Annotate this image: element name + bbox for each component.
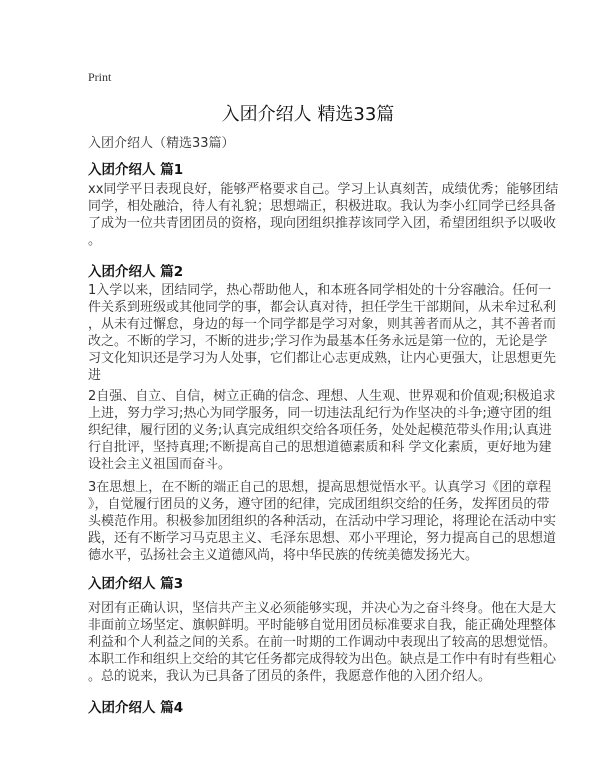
section-heading: 入团介绍人 篇1	[88, 162, 184, 178]
paragraph-line: 非面前立场坚定、旗帜鲜明。平时能够自觉用团员标准要求自我，能正确处理整体	[88, 618, 557, 633]
paragraph-line: 德水平，弘扬社会主义道德风尚，将中华民族的传统美德发扬光大。	[88, 548, 479, 563]
paragraph-line: 践，还有不断学习马克思主义、毛泽东思想、邓小平理论，努力提高自己的思想道	[88, 531, 557, 546]
paragraph-line: 1入学以来，团结同学，热心帮助他人，和本班各同学相处的十分容融洽。任何一	[88, 283, 552, 298]
paragraph-line: 上进，努力学习;热心为同学服务，同一切违法乱纪行为作坚决的斗争;遵守团的组	[88, 406, 552, 421]
section-heading: 入团介绍人 篇2	[88, 264, 184, 280]
section-heading: 入团介绍人 篇3	[88, 576, 184, 592]
paragraph-line: 利益和个人利益之间的关系。在前一时期的工作调动中表现出了较高的思想觉悟。	[88, 635, 557, 650]
paragraph-line: 2自强、自立、自信，树立正确的信念、理想、人生观、世界观和价值观;积极追求	[88, 389, 556, 404]
paragraph-line: 头模范作用。积极参加团组织的各种活动，在活动中学习理论，将理论在活动中实	[88, 514, 557, 529]
paragraph-line: 。	[88, 233, 102, 248]
paragraph-line: 对团有正确认识，坚信共产主义必须能够实现，并决心为之奋斗终身。他在大是大	[88, 601, 557, 616]
paragraph-line: 件关系到班级或其他同学的事，都会认真对待，担任学生干部期间，从未牟过私利	[88, 300, 557, 315]
paragraph-line: 行自批评，坚持真理;不断提高自己的思想道德素质和科 学文化素质，更好地为建	[88, 440, 552, 455]
paragraph	[88, 282, 556, 384]
section-heading: 入团介绍人 篇4	[88, 700, 184, 716]
print-label: Print	[88, 70, 112, 84]
paragraph-line: 本职工作和组织上交给的其它任务都完成得较为出色。缺点是工作中有时有些粗心	[88, 652, 557, 667]
paragraph-line: 设社会主义祖国而奋斗。	[88, 457, 232, 472]
paragraph-line: 同学，相处融洽，待人有礼貌；思想端正，积极进取。我认为李小红同学已经具备	[88, 199, 557, 214]
paragraph	[88, 388, 556, 473]
paragraph	[88, 600, 556, 685]
paragraph-line: ，从未有过懈怠，身边的每一个同学都是学习对象，则其善者而从之，其不善者而	[88, 317, 557, 332]
paragraph-line: 进	[88, 368, 102, 383]
paragraph-line: 3在思想上，在不断的端正自己的思想，提高思想觉悟水平。认真学习《团的章程	[88, 480, 552, 495]
paragraph-line: 改之。不断的学习，不断的进步;学习作为最基本任务永远是第一位的，无论是学	[88, 334, 548, 349]
paragraph-line: 了成为一位共青团团员的资格，现向团组织推荐该同学入团，希望团组织予以吸收	[88, 216, 557, 231]
paragraph-line: 》，自觉履行团员的义务，遵守团的纪律，完成团组织交给的任务，发挥团员的带	[88, 497, 550, 512]
page-title: 入团介绍人 精选33篇	[221, 104, 395, 125]
paragraph	[88, 479, 556, 564]
paragraph-line: 习文化知识还是学习为人处事，它们都让心志更成熟，让内心更强大，让思想更先	[88, 351, 557, 366]
paragraph-line: xx同学平日表现良好，能够严格要求自己。学习上认真刻苦，成绩优秀；能够团结	[88, 182, 559, 197]
paragraph-line: 织纪律，履行团的义务;认真完成组织交给各项任务，处处起模范带头作用;认真进	[88, 423, 552, 438]
paragraph-line: 。总的说来，我认为已具备了团员的条件，我愿意作他的入团介绍人。	[88, 669, 492, 684]
document-subtitle: 入团介绍人（精选33篇）	[88, 136, 235, 151]
paragraph	[88, 181, 558, 249]
